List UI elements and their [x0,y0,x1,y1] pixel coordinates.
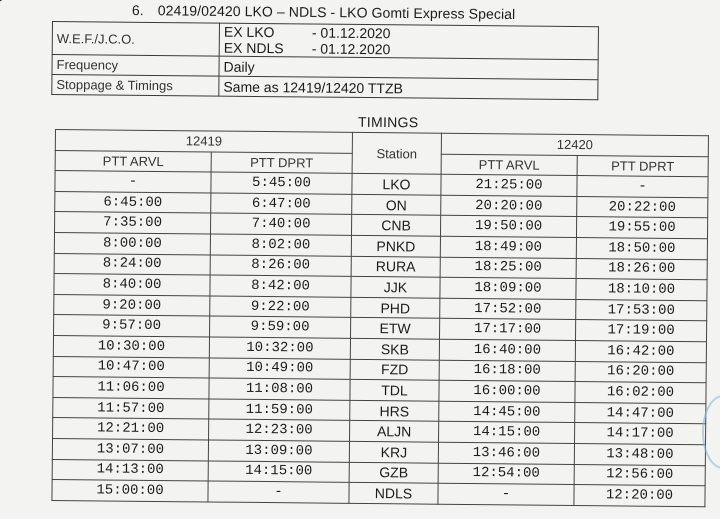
right-dprt-header: PTT DPRT [577,155,708,177]
right-arrival-cell: 19:50:00 [440,216,576,238]
wef-label: W.E.F./J.C.O. [52,22,219,57]
left-arrival-cell: 11:57:00 [53,397,209,419]
frequency-value: Daily [219,56,598,80]
right-departure-cell: 17:19:00 [575,320,706,342]
timings-table [51,129,709,507]
left-arrival-cell: 15:00:00 [52,480,208,502]
right-train-number: 12420 [441,133,708,156]
stoppage-row [52,75,598,100]
left-arrival-cell: 9:57:00 [54,315,210,337]
left-departure-cell: 5:45:00 [211,172,352,194]
right-arrival-cell: 20:20:00 [441,195,577,217]
station-cell: NDLS [349,482,438,503]
left-departure-cell: 10:49:00 [209,358,350,380]
station-cell: ON [352,194,441,215]
right-arrival-cell: 16:18:00 [439,360,575,382]
station-cell: FZD [350,359,439,380]
left-departure-cell: - [208,481,349,503]
wef-row [52,22,598,60]
right-departure-cell: 13:48:00 [574,443,705,465]
right-arrival-cell: 18:09:00 [440,277,576,299]
serial-number: 6. [131,2,144,19]
left-arrival-cell: 11:06:00 [53,377,209,399]
left-arrival-cell: 6:45:00 [55,191,211,213]
station-header: Station [352,132,441,174]
right-departure-cell: 12:20:00 [574,485,705,507]
right-departure-cell: 12:56:00 [574,464,705,486]
right-arrival-cell: - [438,483,574,505]
right-arrival-cell: 16:40:00 [439,339,575,361]
station-cell: SKB [350,338,439,359]
left-departure-cell: 8:02:00 [210,234,351,256]
left-arrival-cell: 10:30:00 [53,335,209,357]
station-cell: GZB [349,462,438,483]
ex-ndls-label: EX NDLS [223,39,284,57]
right-departure-cell: - [577,176,708,198]
station-cell: TDL [350,379,439,400]
station-cell: KRJ [349,441,438,462]
train-info-table [51,21,599,100]
right-departure-cell: 19:55:00 [576,217,707,239]
right-departure-cell: 14:47:00 [575,402,706,424]
right-arrival-cell: 12:54:00 [438,463,574,485]
right-arrival-cell: 14:15:00 [439,422,575,444]
left-arvl-header: PTT ARVL [55,150,211,172]
right-arvl-header: PTT ARVL [441,154,577,176]
left-train-number: 12419 [55,130,352,153]
left-dprt-header: PTT DPRT [211,152,352,174]
right-departure-cell: 17:53:00 [576,299,707,321]
station-cell: PNKD [351,235,440,256]
ex-lko-label: EX LKO [223,23,275,41]
right-arrival-cell: 13:46:00 [438,442,574,464]
left-departure-cell: 8:42:00 [210,275,351,297]
left-arrival-cell: - [55,171,211,193]
left-arrival-cell: 8:40:00 [54,274,210,296]
left-arrival-cell: 8:24:00 [54,253,210,275]
left-arrival-cell: 7:35:00 [55,212,211,234]
corner-mark [0,0,19,3]
timings-body [52,171,708,507]
station-cell: RURA [351,256,440,277]
left-departure-cell: 11:08:00 [209,378,350,400]
right-departure-cell: 18:10:00 [576,279,707,301]
right-arrival-cell: 18:25:00 [440,257,576,279]
left-departure-cell: 6:47:00 [211,193,352,215]
left-departure-cell: 7:40:00 [210,213,351,235]
right-departure-cell: 16:02:00 [575,382,706,404]
right-departure-cell: 14:17:00 [575,423,706,445]
right-departure-cell: 18:26:00 [576,258,707,280]
stoppage-value: Same as 12419/12420 TTZB [219,76,598,100]
right-arrival-cell: 14:45:00 [439,401,575,423]
page-title [132,2,612,23]
station-cell: ALJN [350,421,439,442]
station-cell: CNB [351,215,440,236]
left-arrival-cell: 10:47:00 [53,356,209,378]
left-arrival-cell: 8:00:00 [54,232,210,254]
right-arrival-cell: 21:25:00 [441,174,577,196]
station-cell: HRS [350,400,439,421]
right-departure-cell: 18:50:00 [576,237,707,259]
stoppage-label: Stoppage & Timings [52,75,219,97]
ex-lko-date: - 01.12.2020 [311,24,391,42]
left-departure-cell: 13:09:00 [208,440,349,462]
right-arrival-cell: 18:49:00 [440,236,576,258]
right-departure-cell: 16:42:00 [575,340,706,362]
left-departure-cell: 10:32:00 [209,337,350,359]
left-departure-cell: 12:23:00 [209,419,350,441]
timings-title: TIMINGS [357,113,419,131]
left-arrival-cell: 13:07:00 [52,438,208,460]
left-departure-cell: 9:22:00 [210,296,351,318]
right-arrival-cell: 17:17:00 [440,319,576,341]
right-departure-cell: 20:22:00 [577,196,708,218]
train-title: 02419/02420 LKO – NDLS - LKO Gomti Express Special [157,2,516,23]
left-departure-cell: 11:59:00 [209,399,350,421]
right-departure-cell: 16:20:00 [575,361,706,383]
ex-ndls-date: - 01.12.2020 [311,40,391,58]
station-cell: ETW [351,318,440,339]
left-departure-cell: 8:26:00 [210,255,351,277]
wef-value [219,23,598,60]
left-arrival-cell: 14:13:00 [52,459,208,481]
left-arrival-cell: 9:20:00 [54,294,210,316]
left-arrival-cell: 12:21:00 [53,418,209,440]
frequency-label: Frequency [52,55,219,77]
left-departure-cell: 9:59:00 [210,316,351,338]
right-arrival-cell: 17:52:00 [440,298,576,320]
left-departure-cell: 14:15:00 [208,460,349,482]
station-cell: PHD [351,297,440,318]
station-cell: JJK [351,277,440,298]
station-cell: LKO [352,174,441,195]
right-arrival-cell: 16:00:00 [439,380,575,402]
